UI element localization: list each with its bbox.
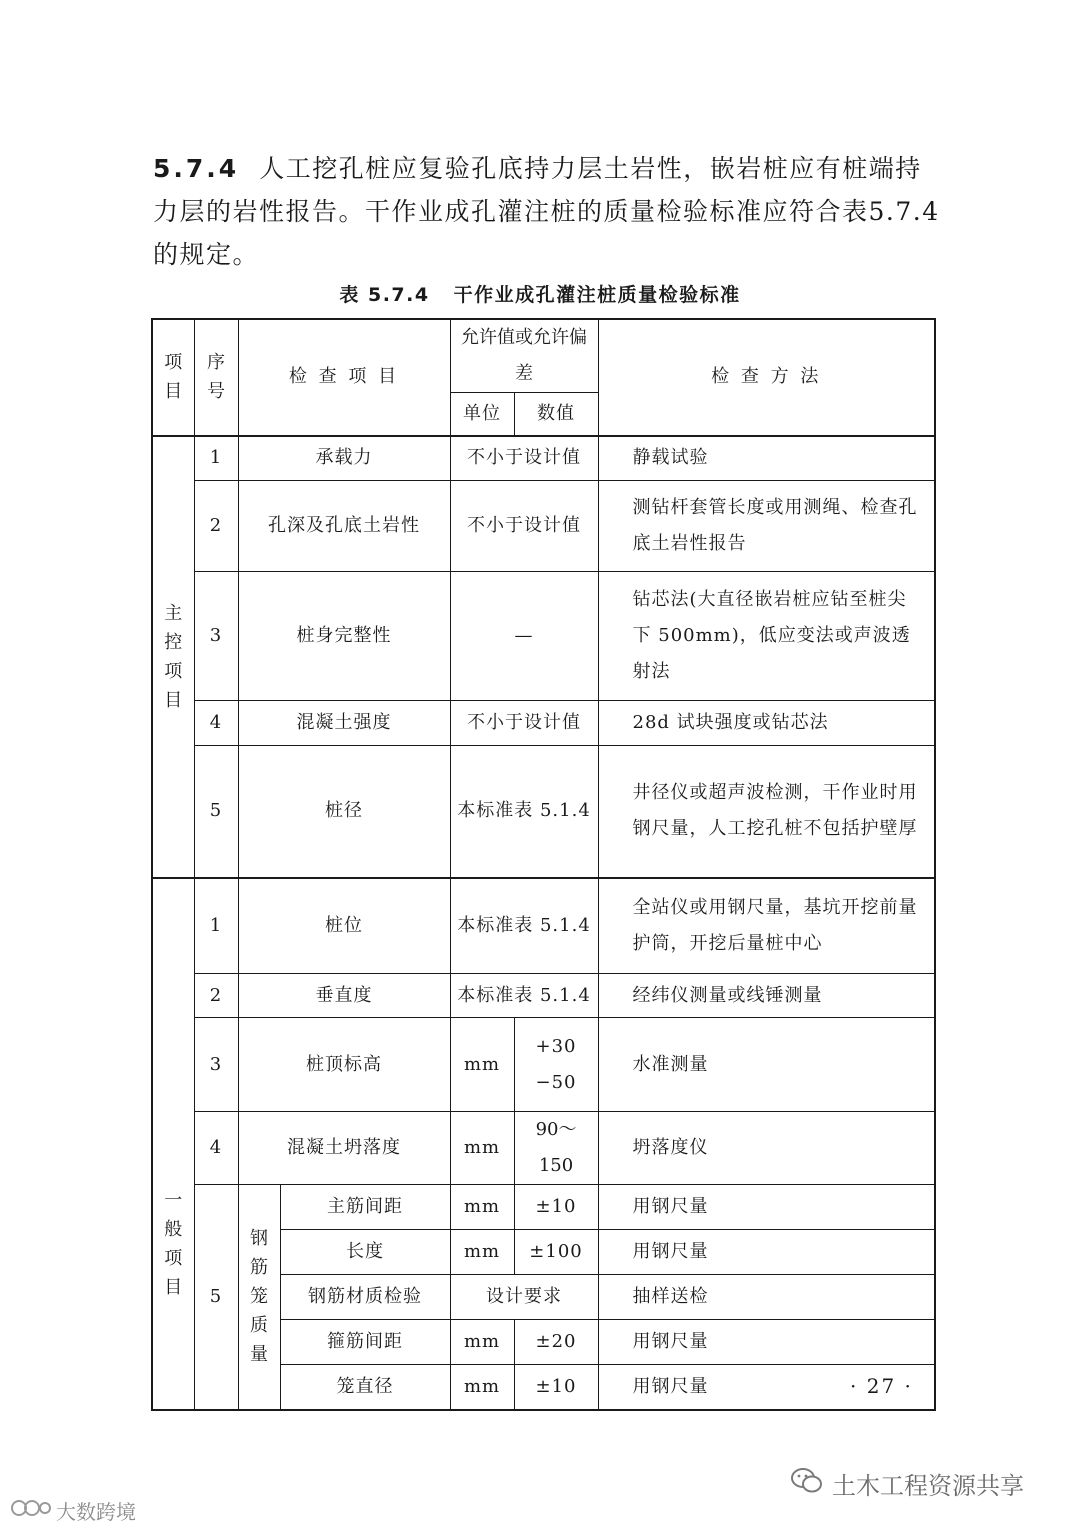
seq-cell: 2 (194, 974, 238, 1018)
value-upper: +30 (535, 1035, 577, 1057)
item-cell: 钢筋材质检验 (280, 1275, 450, 1320)
seq-cell: 3 (194, 1018, 238, 1112)
allow-cell: 本标准表 5.1.4 (450, 974, 598, 1018)
value-cell: ±100 (514, 1230, 598, 1275)
header-unit: 单位 (450, 393, 514, 436)
value-cell: ±10 (514, 1185, 598, 1230)
unit-cell: mm (450, 1365, 514, 1410)
method-cell: 用钢尺量 (598, 1185, 935, 1230)
seq-cell: 2 (194, 481, 238, 572)
allow-cell: 设计要求 (450, 1275, 598, 1320)
quality-inspection-table (151, 318, 936, 1411)
paragraph-text: 人工挖孔桩应复验孔底持力层土岩性，嵌岩桩应有桩端持力层的岩性报告。干作业成孔灌注桩的质量检验标准应符合表5.7.4的规定。 (153, 154, 940, 269)
item-cell: 箍筋间距 (280, 1320, 450, 1365)
unit-cell: mm (450, 1185, 514, 1230)
header-value: 数值 (514, 393, 598, 436)
seq-cell: 1 (194, 436, 238, 481)
item-cell: 承载力 (238, 436, 450, 481)
value-cell: ±20 (514, 1320, 598, 1365)
wechat-icon (790, 1467, 824, 1501)
general-category-label: 一般项目 (152, 878, 194, 1410)
method-cell: 井径仪或超声波检测，干作业时用钢尺量，人工挖孔桩不包括护壁厚 (598, 746, 935, 878)
unit-cell: mm (450, 1018, 514, 1112)
allow-cell: 本标准表 5.1.4 (450, 746, 598, 878)
clause-number: 5.7.4 (153, 154, 240, 183)
value-cell (514, 1018, 598, 1112)
watermark-left-text: 大数跨境 (56, 1500, 136, 1524)
allow-cell: 不小于设计值 (450, 481, 598, 572)
seq-cell: 5 (194, 1185, 238, 1410)
method-cell: 用钢尺量 (598, 1230, 935, 1275)
method-cell: 28d 试块强度或钻芯法 (598, 701, 935, 746)
method-cell: 经纬仪测量或线锤测量 (598, 974, 935, 1018)
method-cell: 静载试验 (598, 436, 935, 481)
method-cell: 用钢尺量 (598, 1365, 935, 1410)
table-title: 干作业成孔灌注桩质量检验标准 (453, 284, 741, 306)
method-cell: 全站仪或用钢尺量，基坑开挖前量护筒，开挖后量桩中心 (598, 878, 935, 974)
seq-cell: 4 (194, 701, 238, 746)
body-paragraph (153, 147, 943, 276)
watermark-left (10, 1496, 136, 1525)
value-cell: 90～150 (514, 1112, 598, 1185)
seq-cell: 3 (194, 572, 238, 701)
allow-cell: 不小于设计值 (450, 436, 598, 481)
allow-cell: 本标准表 5.1.4 (450, 878, 598, 974)
table-caption (0, 280, 1080, 307)
item-cell: 桩位 (238, 878, 450, 974)
method-cell: 钻芯法(大直径嵌岩桩应钻至桩尖下 500mm)，低应变法或声波透射法 (598, 572, 935, 701)
header-method: 检 查 方 法 (598, 319, 935, 436)
item-cell: 笼直径 (280, 1365, 450, 1410)
unit-cell: mm (450, 1112, 514, 1185)
seq-cell: 1 (194, 878, 238, 974)
main-category-label: 主控项目 (152, 436, 194, 878)
header-seq: 序号 (194, 319, 238, 436)
watermark-right-text: 土木工程资源共享 (832, 1472, 1024, 1500)
unit-cell: mm (450, 1230, 514, 1275)
seq-cell: 4 (194, 1112, 238, 1185)
method-cell: 用钢尺量 (598, 1320, 935, 1365)
rebar-cage-group-label: 钢筋笼质量 (238, 1185, 280, 1410)
item-cell: 混凝土强度 (238, 701, 450, 746)
seq-cell: 5 (194, 746, 238, 878)
method-cell: 抽样送检 (598, 1275, 935, 1320)
table-number: 表 5.7.4 (339, 284, 430, 306)
item-cell: 桩径 (238, 746, 450, 878)
item-cell: 主筋间距 (280, 1185, 450, 1230)
item-cell: 孔深及孔底土岩性 (238, 481, 450, 572)
page-number: · 27 · (850, 1374, 913, 1398)
item-cell: 混凝土坍落度 (238, 1112, 450, 1185)
watermark-wechat (790, 1466, 1024, 1501)
value-lower: −50 (535, 1071, 577, 1093)
item-cell: 桩身完整性 (238, 572, 450, 701)
item-cell: 桩顶标高 (238, 1018, 450, 1112)
method-cell: 水准测量 (598, 1018, 935, 1112)
allow-cell: — (450, 572, 598, 701)
allow-cell: 不小于设计值 (450, 701, 598, 746)
value-cell: ±10 (514, 1365, 598, 1410)
item-cell: 垂直度 (238, 974, 450, 1018)
method-cell: 坍落度仪 (598, 1112, 935, 1185)
item-cell: 长度 (280, 1230, 450, 1275)
logo-icon (10, 1497, 52, 1524)
method-cell: 测钻杆套管长度或用测绳、检查孔底土岩性报告 (598, 481, 935, 572)
header-allow: 允许值或允许偏差 (450, 319, 598, 393)
header-item: 检 查 项 目 (238, 319, 450, 436)
unit-cell: mm (450, 1320, 514, 1365)
header-category: 项目 (152, 319, 194, 436)
